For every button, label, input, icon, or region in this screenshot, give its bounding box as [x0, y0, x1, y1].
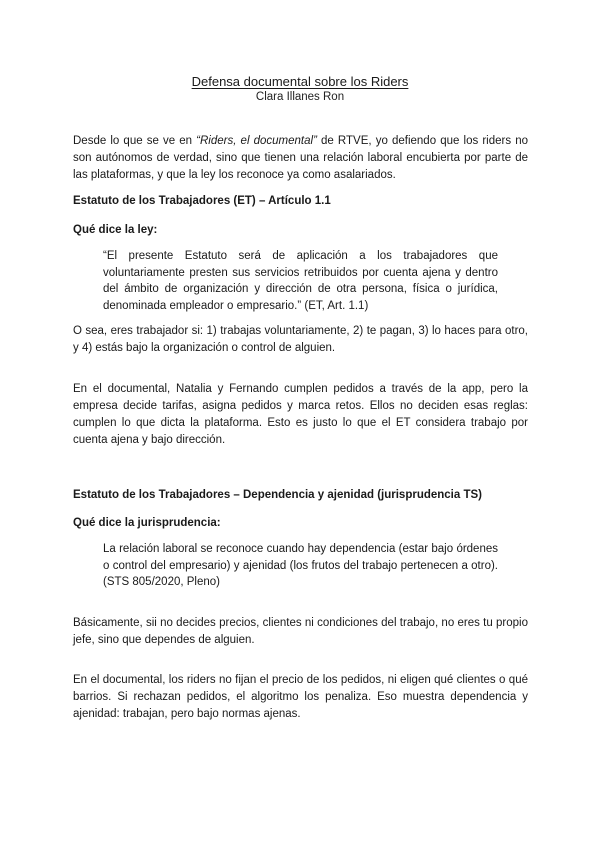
section-2-heading: Estatuto de los Trabajadores – Dependencia y ajenidad (jurisprudencia TS): [73, 489, 482, 501]
intro-paragraph: [73, 133, 528, 184]
section-1-heading: Estatuto de los Trabajadores (ET) – Artículo 1.1: [73, 195, 331, 207]
intro-text-start: Desde lo que se ve en: [73, 135, 197, 147]
section-2-subheading: Qué dice la jurisprudencia:: [73, 517, 221, 529]
section-2-application: En el documental, los riders no fijan el precio de los pedidos, ni eligen qué clientes o qué barrios. Si rechazan pedidos, el algoritmo los penaliza. Eso muestra dependencia y ajenidad: trabajan, pero bajo normas ajenas.: [73, 674, 528, 720]
section-2-explanation: Básicamente, sii no decides precios, clientes ni condiciones del trabajo, no eres tu propio jefe, sino que dependes de alguien.: [73, 617, 528, 646]
section-1-quote: “El presente Estatuto será de aplicación a los trabajadores que voluntariamente presten sus servicios retribuidos por cuenta ajena y dentro del ámbito de organización y dirección de otra persona, física o jurídica, denominada empleador o empresario.” (ET, Art. 1.1): [103, 250, 498, 312]
section-1-application: En el documental, Natalia y Fernando cumplen pedidos a través de la app, pero la empresa decide tarifas, asigna pedidos y marca retos. Ellos no deciden esas reglas: cumplen lo que dicta la plataforma. Esto es justo lo que el ET considera trabajo por cuenta ajena y bajo dirección.: [73, 383, 528, 446]
intro-text-end: de RTVE, yo defiendo que los riders no son autónomos de verdad, sino que tienen una relación laboral encubierta por parte de las plataformas, y que la ley los reconoce ya como asalariados.: [73, 135, 528, 181]
document-author: Clara Illanes Ron: [255, 91, 345, 103]
section-1-explanation: O sea, eres trabajador si: 1) trabajas voluntariamente, 2) te pagan, 3) lo haces para otro, y 4) estás bajo la organización o control de alguien.: [73, 325, 528, 354]
section-2-quote: La relación laboral se reconoce cuando hay dependencia (estar bajo órdenes o control del empresario) y ajenidad (los frutos del trabajo pertenecen a otro). (STS 805/2020, Pleno): [103, 543, 498, 588]
section-1-subheading: Qué dice la ley:: [73, 224, 158, 236]
document-title: Defensa documental sobre los Riders: [191, 74, 409, 89]
documentary-title-emphasis: “Riders, el documental”: [196, 135, 317, 147]
